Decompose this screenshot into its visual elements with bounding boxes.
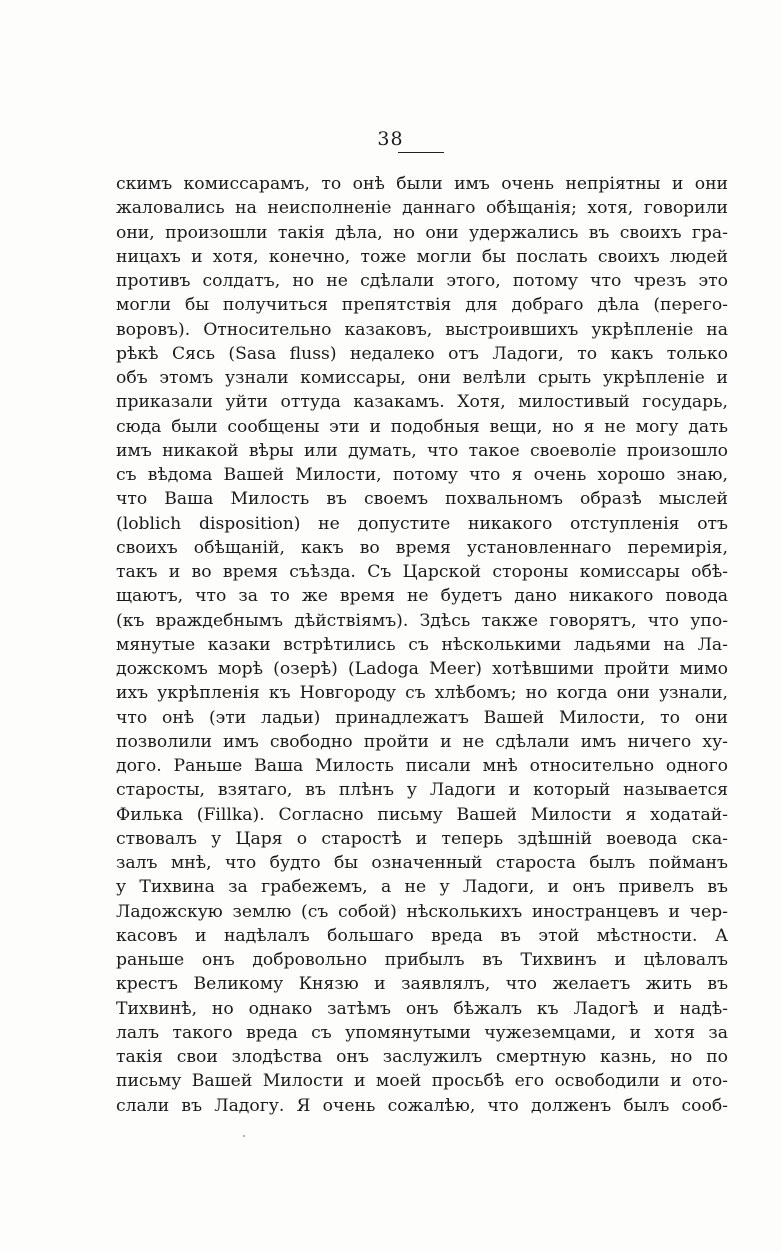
- text-line: залъ мнѣ, что будто бы означенный староста былъ пойманъ: [116, 853, 728, 873]
- text-line: скимъ комиссарамъ, то онѣ были имъ очень непріятны и они: [116, 174, 728, 194]
- text-line: съ вѣдома Вашей Милости, потому что я очень хорошо знаю,: [116, 465, 728, 485]
- text-line: воровъ). Относительно казаковъ, выстроившихъ укрѣпленіе на: [116, 319, 728, 340]
- text-line: Ладожскую землю (съ собой) нѣсколькихъ иностранцевъ и чер-: [116, 901, 728, 922]
- text-line: они, произошли такія дѣла, но они удержались въ своихъ гра-: [116, 222, 728, 243]
- text-line: сюда были сообщены эти и подобныя вещи, но я не могу дать: [116, 416, 728, 437]
- text-line: (loblich disposition) не допустите никакого отступленія отъ: [116, 513, 728, 534]
- text-line: что онѣ (эти ладьи) принадлежатъ Вашей Милости, то они: [116, 707, 728, 728]
- text-line: у Тихвина за грабежемъ, а не у Ладоги, и онъ привелъ въ: [116, 877, 728, 898]
- text-line: дожскомъ морѣ (озерѣ) (Ladoga Meer) хотѣвшими пройти мимо: [116, 659, 728, 679]
- text-line: мянутые казаки встрѣтились съ нѣсколькими ладьями на Ла-: [116, 634, 728, 655]
- text-line: Тихвинѣ, но однако затѣмъ онъ бѣжалъ къ Ладогѣ и надѣ-: [116, 998, 728, 1019]
- text-line: ницахъ и хотя, конечно, тоже могли бы послать своихъ людей: [116, 246, 728, 267]
- text-line: Филька (Fillka). Согласно письму Вашей Милости я ходатай-: [116, 804, 728, 825]
- text-line: крестъ Великому Князю и заявлялъ, что желаетъ жить въ: [116, 974, 728, 995]
- paper-speck: [243, 1135, 245, 1137]
- text-line: щаютъ, что за то же время не будетъ дано никакого повода: [116, 586, 728, 607]
- text-line: ихъ укрѣпленія къ Новгороду съ хлѣбомъ; но когда они узнали,: [116, 683, 728, 704]
- text-line: (къ враждебнымъ дѣйствіямъ). Здѣсь также говорятъ, что упо-: [116, 610, 728, 631]
- text-line: что Ваша Милость въ своемъ похвальномъ образѣ мыслей: [116, 489, 728, 510]
- text-line: касовъ и надѣлалъ большаго вреда въ этой мѣстности. А: [116, 925, 728, 946]
- text-line: такія свои злодѣства онъ заслужилъ смертную казнь, но по: [116, 1047, 728, 1067]
- text-line: рѣкѣ Сясь (Sasa fluss) недалеко отъ Ладоги, то какъ только: [116, 343, 728, 364]
- text-line: дого. Раньше Ваша Милость писали мнѣ относительно одного: [116, 756, 728, 776]
- text-line: лалъ такого вреда съ упомянутыми чужеземцами, и хотя за: [116, 1022, 728, 1043]
- text-line: позволили имъ свободно пройти и не сдѣлали имъ ничего ху-: [116, 731, 728, 752]
- text-line: раньше онъ добровольно прибылъ въ Тихвинъ и цѣловалъ: [116, 950, 728, 970]
- text-line: письму Вашей Милости и моей просьбѣ его освободили и ото-: [116, 1071, 728, 1092]
- text-line: жаловались на неисполненіе даннаго обѣщанія; хотя, говорили: [116, 198, 728, 219]
- text-line: имъ никакой вѣры или думать, что такое своеволіе произошло: [116, 440, 728, 461]
- text-line: такъ и во время съѣзда. Съ Царской стороны комиссары обѣ-: [116, 562, 728, 582]
- page-number: 38: [377, 128, 404, 150]
- text-line: слали въ Ладогу. Я очень сожалѣю, что долженъ былъ сооб-: [116, 1095, 728, 1116]
- text-line: старосты, взятаго, въ плѣнъ у Ладоги и который называется: [116, 780, 728, 801]
- text-line: объ этомъ узнали комиссары, они велѣли срыть укрѣпленіе и: [116, 368, 728, 388]
- text-line: могли бы получиться препятствія для добраго дѣла (перего-: [116, 295, 728, 316]
- body-text: [116, 172, 728, 1118]
- text-line: приказали уйти оттуда казакамъ. Хотя, милостивый государь,: [116, 392, 728, 413]
- text-line: ствовалъ у Царя о старостѣ и теперь здѣшній воевода ска-: [116, 828, 728, 849]
- text-line: своихъ обѣщаній, какъ во время установленнаго перемирія,: [116, 537, 728, 558]
- text-line: противъ солдатъ, но не сдѣлали этого, потому что чрезъ это: [116, 271, 728, 291]
- page-number-underline: [398, 152, 444, 153]
